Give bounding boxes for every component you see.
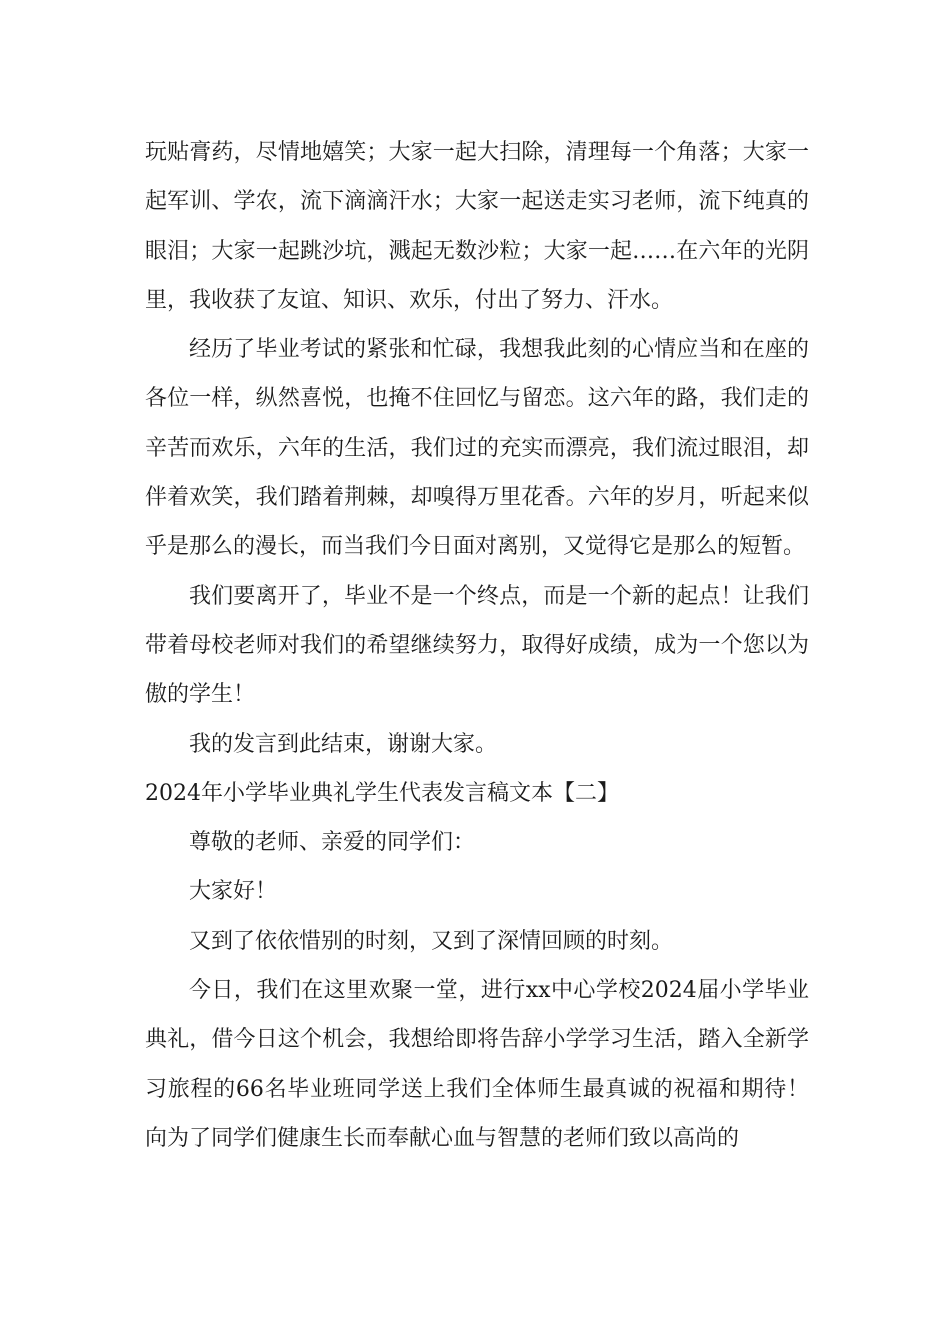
paragraph-greeting: 大家好！ bbox=[189, 879, 278, 905]
paragraph-salutation: 尊敬的老师、亲爱的同学们： bbox=[189, 830, 476, 856]
paragraph-ceremony: 今日，我们在这里欢聚一堂，进行xx中心学校2024届小学毕业典礼，借今日这个机会，我想给即将告辞小学学习生活，踏入全新学习旅程的66名毕业班同学送上我们全体师生最真诚的祝福和期待！向为了同学们健康生长而奉献心血与智慧的老师们致以高尚的 bbox=[145, 978, 809, 1151]
paragraph-new-start: 我们要离开了，毕业不是一个终点，而是一个新的起点！让我们带着母校老师对我们的希望继续努力，取得好成绩，成为一个您以为傲的学生！ bbox=[145, 583, 809, 708]
paragraph-continuation: 玩贴膏药，尽情地嬉笑；大家一起大扫除，清理每一个角落；大家一起军训、学农，流下滴滴汗水；大家一起送走实习老师，流下纯真的眼泪；大家一起跳沙坑，溅起无数沙粒；大家一起……在六年的光阴里，我收获了友谊、知识、欢乐，付出了努力、汗水。 bbox=[145, 140, 809, 313]
document-body bbox=[145, 128, 809, 1163]
paragraph-farewell-moment: 又到了依依惜别的时刻，又到了深情回顾的时刻。 bbox=[189, 928, 674, 954]
paragraph-closing: 我的发言到此结束，谢谢大家。 bbox=[189, 731, 498, 757]
section-heading: 2024年小学毕业典礼学生代表发言稿文本【二】 bbox=[145, 780, 619, 806]
paragraph-graduation-feelings: 经历了毕业考试的紧张和忙碌，我想我此刻的心情应当和在座的各位一样，纵然喜悦，也掩不住回忆与留恋。这六年的路，我们走的辛苦而欢乐，六年的生活，我们过的充实而漂亮，我们流过眼泪，却伴着欢笑，我们踏着荆棘，却嗅得万里花香。六年的岁月，听起来似乎是那么的漫长，而当我们今日面对离别，又觉得它是那么的短暂。 bbox=[145, 337, 809, 560]
